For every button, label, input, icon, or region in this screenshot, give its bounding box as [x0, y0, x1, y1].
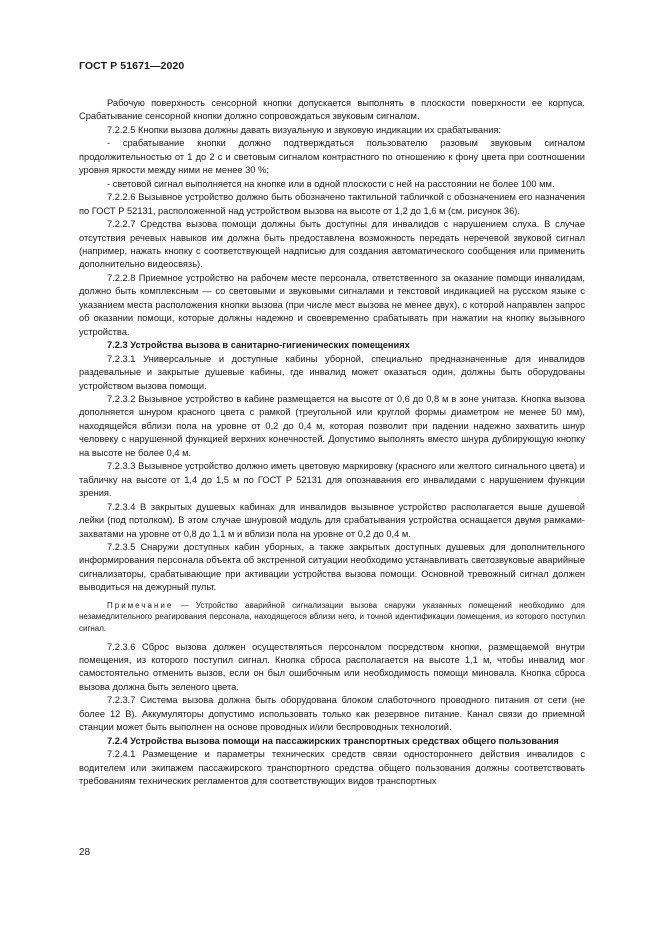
paragraph-72237: 7.2.3.7 Система вызова должна быть оборудована блоком слаботочного проводного питания от сети (не более 12 В). Аккумуляторы допустимо использовать только как резервное питание. Канал связи до приемной станции может быть выполнен на основе проводных и/или беспроводных технологий.: [79, 695, 585, 733]
note: [79, 600, 585, 635]
paragraph-72226: 7.2.2.6 Вызывное устройство должно быть обозначено тактильной табличкой с обозначением его назначения по ГОСТ Р 52131, расположенной над устройством вызова на высоте от 1,2 до 1,6 м (см. рисунок 36).: [79, 192, 585, 216]
paragraph-72234: 7.2.3.4 В закрытых душевых кабинах для инвалидов вызывное устройство располагается выше душевой лейки (под потолком). В этом случае шнуровой модуль для срабатывания устройства оснащается двумя рамками-захватами на уровне от 0,8 до 1,1 м и вблизи пола на уровне от 0,2 до 0,4 м.: [79, 501, 585, 539]
note-text: — Устройство аварийной сигнализации вызова снаружи указанных помещений необходимо для незамедлительного реагирования персонала, находящегося вблизи него, и точной идентификации помещения, из которого поступил сигнал.: [79, 600, 585, 633]
paragraph-72227: 7.2.2.7 Средства вызова помощи должны быть доступны для инвалидов с нарушением слуха. В случае отсутствия речевых навыков им должна быть предоставлена возможность передать неречевой звуковой сигнал (например, нажать кнопку с соответствующей надписью для создания автоматического сообщения или применить дополнительно видеосвязь).: [79, 219, 585, 270]
paragraph-72225: 7.2.2.5 Кнопки вызова должны давать визуальную и звуковую индикации их срабатывания:: [107, 124, 502, 135]
list-item: - срабатывание кнопки должно подтверждаться пользователю разовым звуковым сигналом продолжительностью от 1 до 2 с и световым сигналом контрастного по отношению к фону цвета при соотношении уровня яркости между ними не менее 30 %;: [79, 138, 585, 176]
list-item: - световой сигнал выполняется на кнопке или в одной плоскости с ней на расстоянии не более 100 мм.: [107, 178, 555, 189]
section-heading-724: 7.2.4 Устройства вызова помощи на пассажирских транспортных средствах общего пользования: [107, 735, 559, 746]
paragraph-72236: 7.2.3.6 Сброс вызова должен осуществляться персоналом посредством кнопки, размещаемой внутри помещения, из которого поступил сигнал. Кнопка сброса располагается на высоте 1,1 м, чтобы инвалид мог самостоятельно отменить вызов, если он был ошибочным или необходимость помощи миновала. Кнопка сброса вызова должна быть зеленого цвета.: [79, 641, 585, 692]
section-heading-723: 7.2.3 Устройства вызова в санитарно-гигиенических помещениях: [107, 340, 410, 351]
paragraph-72235: 7.2.3.5 Снаружи доступных кабин уборных, а также закрытых доступных душевых для дополнительного информирования персонала объекта об экстренной ситуации необходимо устанавливать светозвуковые аварийные сигнализаторы, срабатывающие при активации устройства вызова помощи. Основной тревожный сигнал должен выводиться на дежурный пульт.: [79, 541, 585, 593]
paragraph-72232: 7.2.3.2 Вызывное устройство в кабине размещается на высоте от 0,6 до 0,8 м в зоне унитаза. Кнопка вызова дополняется шнуром красного цвета с рамкой (треугольной или круглой формы диаметром не менее 50 мм), находящейся вблизи пола на уровне от 0,2 до 0,4 м, которая позволит при падении надежно захватить шнур человеку с нарушенной функцией верхних конечностей. Допустимо выполнять вместо шнура дублирующую кнопку на высоте не более 0,4 м.: [79, 393, 585, 458]
paragraph-72231: 7.2.3.1 Универсальные и доступные кабины уборной, специально предназначенные для инвалидов раздевальные и закрытые душевые кабины, где инвалид может оказаться один, должны быть оборудованы устройством вызова помощи.: [79, 353, 585, 391]
paragraph: Рабочую поверхность сенсорной кнопки допускается выполнять в плоскости поверхности ее корпуса. Срабатывание сенсорной кнопки должно сопровождаться звуковым сигналом.: [79, 98, 585, 122]
note-label: Примечание: [107, 600, 174, 610]
paragraph-72233: 7.2.3.3 Вызывное устройство должно иметь цветовую маркировку (красного или желтого сигнального цвета) и табличку на высоте от 1,4 до 1,5 м по ГОСТ Р 52131 для опознавания его инвалидами с нарушением функции зрения.: [79, 461, 585, 499]
paragraph-72228: 7.2.2.8 Приемное устройство на рабочем месте персонала, ответственного за оказание помощи инвалидам, должно быть комплексным — со световыми и звуковыми сигналами и текстовой индикацией на русском языке с указанием места расположения кнопки вызова (при числе мест вызова не менее двух), с которой направлен запрос об оказании помощи, которые должны надежно и своевременно срабатывать при нажатии на кнопку вызывного устройства.: [79, 272, 585, 337]
paragraph-72241: 7.2.4.1 Размещение и параметры технических средств связи одностороннего действия инвалидов с водителем или экипажем пассажирского транспортного средства общего пользования должны соответствовать требованиям технических регламентов для соответствующих видов транспортных: [79, 749, 585, 787]
document-body: [79, 97, 585, 789]
page-number: 28: [79, 847, 91, 858]
page-header-standard: ГОСТ Р 51671—2020: [79, 60, 185, 72]
